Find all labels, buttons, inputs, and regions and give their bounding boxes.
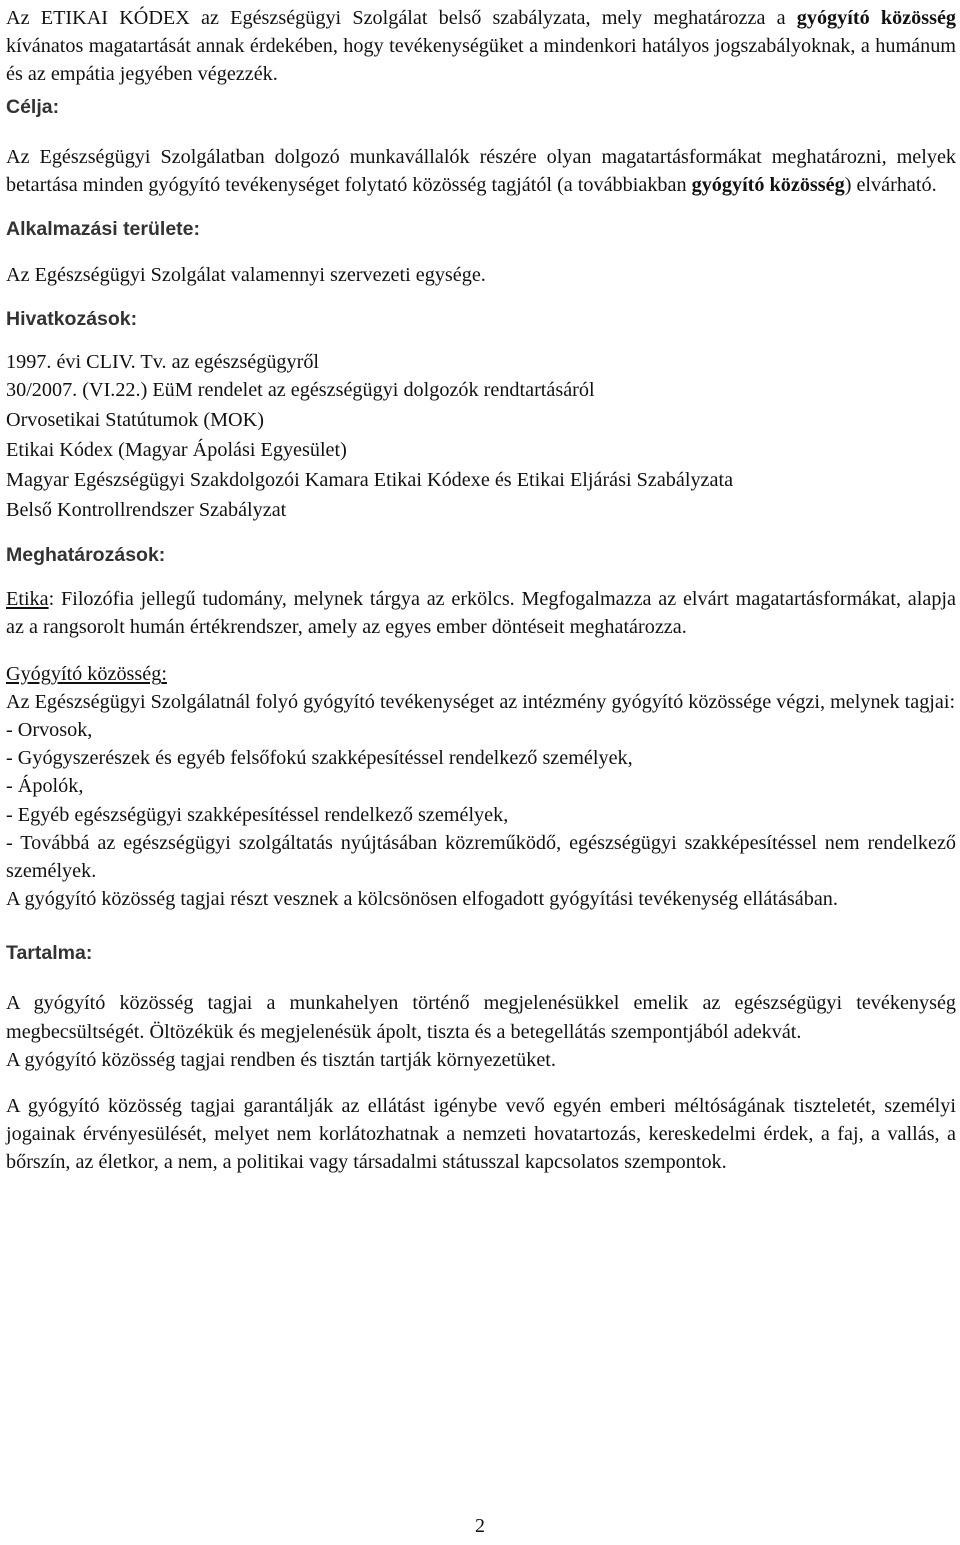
celja-text-end: ) elvárható.	[844, 173, 937, 196]
list-item: - Egyéb egészségügyi szakképesítéssel rendelkező személyek,	[6, 803, 509, 826]
document-page	[6, 0, 956, 1177]
tartalma-paragraph-3: A gyógyító közösség tagjai garantálják az ellátást igénybe vevő egyén emberi méltóságának tiszteletét, személyi jogainak érvényesülését, melyet nem korlátozhatnak a nemzeti hovatartozás, kereskedelmi érdek, a faj, a vallás, a bőrszín, az életkor, a nem, a politikai vagy társadalmi státusszal kapcsolatos szempontok.	[6, 1095, 956, 1174]
alkalmazasi-paragraph: Az Egészségügyi Szolgálat valamennyi szervezeti egysége.	[6, 264, 486, 287]
definition-term-etika: Etika	[6, 588, 49, 611]
references-list	[6, 349, 956, 525]
celja-bold-term: gyógyító közösség	[691, 173, 845, 196]
list-item: - Gyógyszerészek és egyéb felsőfokú szakképesítéssel rendelkező személyek,	[6, 747, 633, 770]
section-heading-alkalmazasi: Alkalmazási területe:	[6, 218, 201, 241]
definition-term-colon: :	[161, 662, 167, 685]
reference-item: Belső Kontrollrendszer Szabályzat	[6, 499, 287, 522]
list-item: - Továbbá az egészségügyi szolgáltatás nyújtásában közreműködő, egészségügyi szakképesítéssel nem rendelkező személyek.	[6, 831, 956, 883]
intro-text-start: Az ETIKAI KÓDEX az Egészségügyi Szolgálat belső szabályzata, mely meghatározza a	[6, 7, 797, 29]
list-item: - Ápolók,	[6, 775, 84, 798]
celja-paragraph	[6, 143, 956, 199]
tartalma-paragraph-1: A gyógyító közösség tagjai a munkahelyen történő megjelenésükkel emelik az egészségügyi tevékenység megbecsültségét. Öltözékük és megjelenésük ápolt, tiszta és a betegellátás szempontjából adekvát.	[6, 992, 956, 1043]
definition-etika	[6, 585, 956, 641]
intro-bold-term: gyógyító közösség	[796, 7, 956, 29]
definition-text-gyogyito-kozosseg: Az Egészségügyi Szolgálatnál folyó gyógyító tevékenységet az intézmény gyógyító közössége végzi, melynek tagjai:	[6, 690, 956, 713]
reference-item: 30/2007. (VI.22.) EüM rendelet az egészségügyi dolgozók rendtartásáról	[6, 379, 595, 402]
intro-text-end: kívánatos magatartását annak érdekében, hogy tevékenységüket a mindenkori hatályos jogszabályoknak, a humánum és az empátia jegyében végezzék.	[6, 35, 956, 86]
section-heading-meghatarozasok: Meghatározások:	[6, 544, 166, 567]
section-heading-tartalma: Tartalma:	[6, 942, 93, 965]
intro-paragraph	[6, 4, 956, 89]
list-item: - Orvosok,	[6, 719, 93, 742]
definition-term-gyogyito-kozosseg: Gyógyító közösség	[6, 662, 162, 685]
reference-item: Magyar Egészségügyi Szakdolgozói Kamara Etikai Kódexe és Etikai Eljárási Szabályzata	[6, 469, 734, 492]
definition-term-gyogyito-kozosseg-line	[6, 660, 956, 688]
reference-item: Orvosetikai Statútumok (MOK)	[6, 409, 264, 432]
celja-text-start: Az Egészségügyi Szolgálatban dolgozó munkavállalók részére olyan magatartásformákat meghatározni, melyek betartása minden gyógyító tevékenységet folytató közösség tagjától (a továbbiakban	[6, 145, 956, 196]
members-list	[6, 716, 956, 885]
section-heading-celja: Célja:	[6, 95, 60, 118]
section-heading-hivatkozasok: Hivatkozások:	[6, 308, 138, 331]
reference-item: Etikai Kódex (Magyar Ápolási Egyesület)	[6, 439, 347, 462]
reference-item: 1997. évi CLIV. Tv. az egészségügyről	[6, 351, 320, 374]
tartalma-paragraph-2: A gyógyító közösség tagjai rendben és tisztán tartják környezetüket.	[6, 1048, 556, 1071]
definition-text-etika: : Filozófia jellegű tudomány, melynek tárgya az erkölcs. Megfogalmazza az elvárt magatartásformákat, alapja az a rangsorolt humán értékrendszer, amely az egyes ember döntéseit meghatározza.	[6, 588, 956, 639]
page-number: 2	[475, 1515, 485, 1537]
definition-closing: A gyógyító közösség tagjai részt vesznek a kölcsönösen elfogadott gyógyítási tevékenység ellátásában.	[6, 888, 838, 911]
